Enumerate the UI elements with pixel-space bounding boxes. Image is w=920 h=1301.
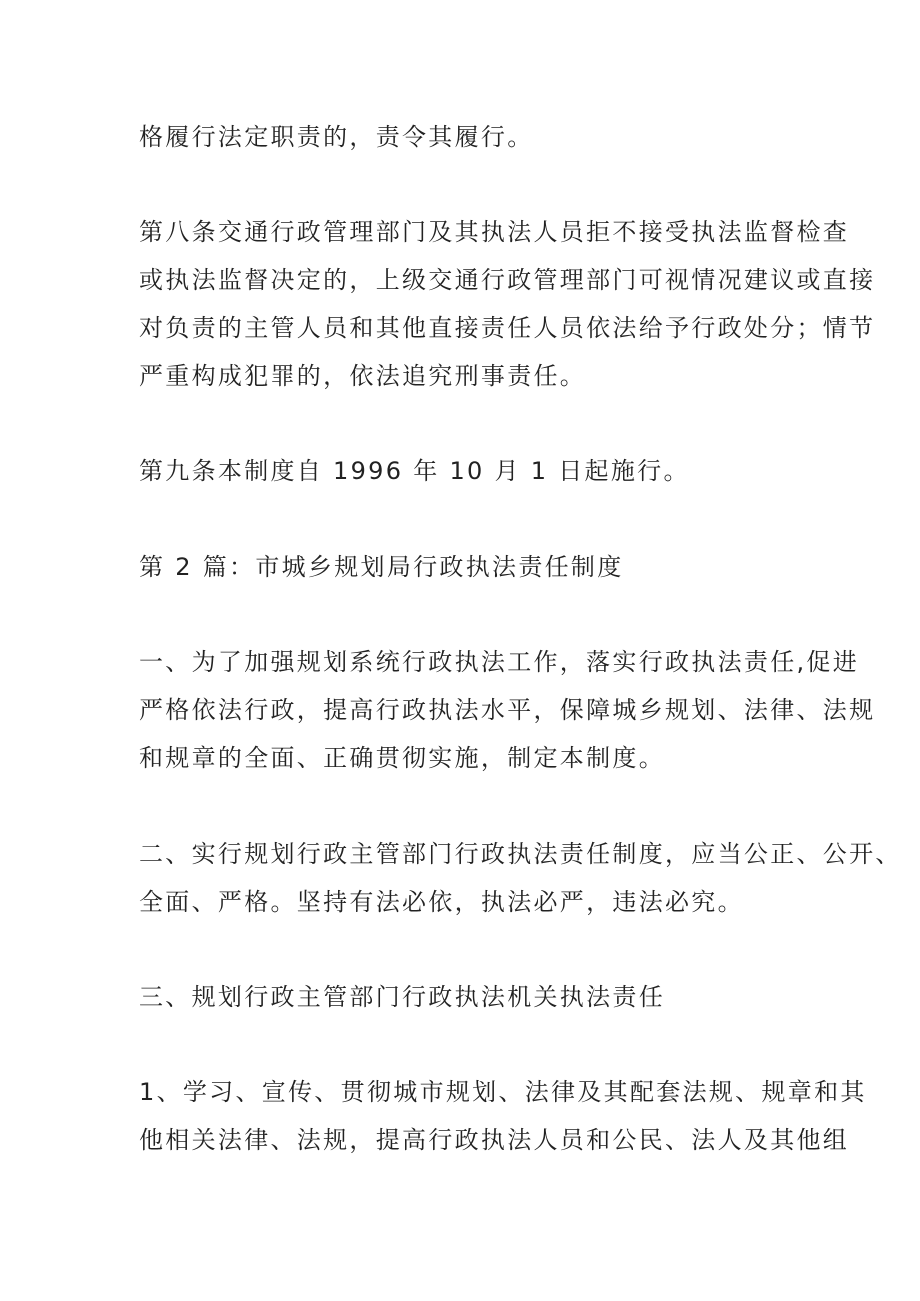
paragraph-article-9 — [139, 447, 789, 495]
text-line: 严重构成犯罪的，依法追究刑事责任。 — [139, 362, 587, 390]
text-line: 第 2 篇：市城乡规划局行政执法责任制度 — [139, 553, 624, 581]
text-line: 二、实行规划行政主管部门行政执法责任制度，应当公正、公开、 — [139, 840, 902, 868]
text-line: 他相关法律、法规，提高行政执法人员和公民、法人及其他组 — [139, 1126, 850, 1154]
paragraph-subitem-1 — [139, 1068, 867, 1164]
text-line: 和规章的全面、正确贯彻实施，制定本制度。 — [139, 744, 665, 772]
paragraph-item-3 — [139, 973, 789, 1021]
paragraph-article-8 — [139, 208, 876, 400]
text-line: 1、学习、宣传、贯彻城市规划、法律及其配套法规、规章和其 — [139, 1078, 867, 1106]
paragraph-item-2 — [139, 830, 902, 926]
text-line: 对负责的主管人员和其他直接责任人员依法给予行政处分；情节 — [139, 314, 876, 342]
paragraph-item-1 — [139, 638, 876, 782]
text-line: 三、规划行政主管部门行政执法机关执法责任 — [139, 983, 665, 1011]
text-line: 格履行法定职责的，责令其履行。 — [139, 123, 534, 151]
text-line: 第八条交通行政管理部门及其执法人员拒不接受执法监督检查 — [139, 218, 850, 246]
text-line: 一、为了加强规划系统行政执法工作，落实行政执法责任,促进 — [139, 648, 860, 676]
section-heading — [139, 543, 789, 591]
text-line: 或执法监督决定的，上级交通行政管理部门可视情况建议或直接 — [139, 266, 876, 294]
text-line: 全面、严格。坚持有法必依，执法必严，违法必究。 — [139, 888, 744, 916]
text-line: 严格依法行政，提高行政执法水平，保障城乡规划、法律、法规 — [139, 696, 876, 724]
text-line: 第九条本制度自 1996 年 10 月 1 日起施行。 — [139, 457, 690, 485]
paragraph — [139, 113, 789, 161]
